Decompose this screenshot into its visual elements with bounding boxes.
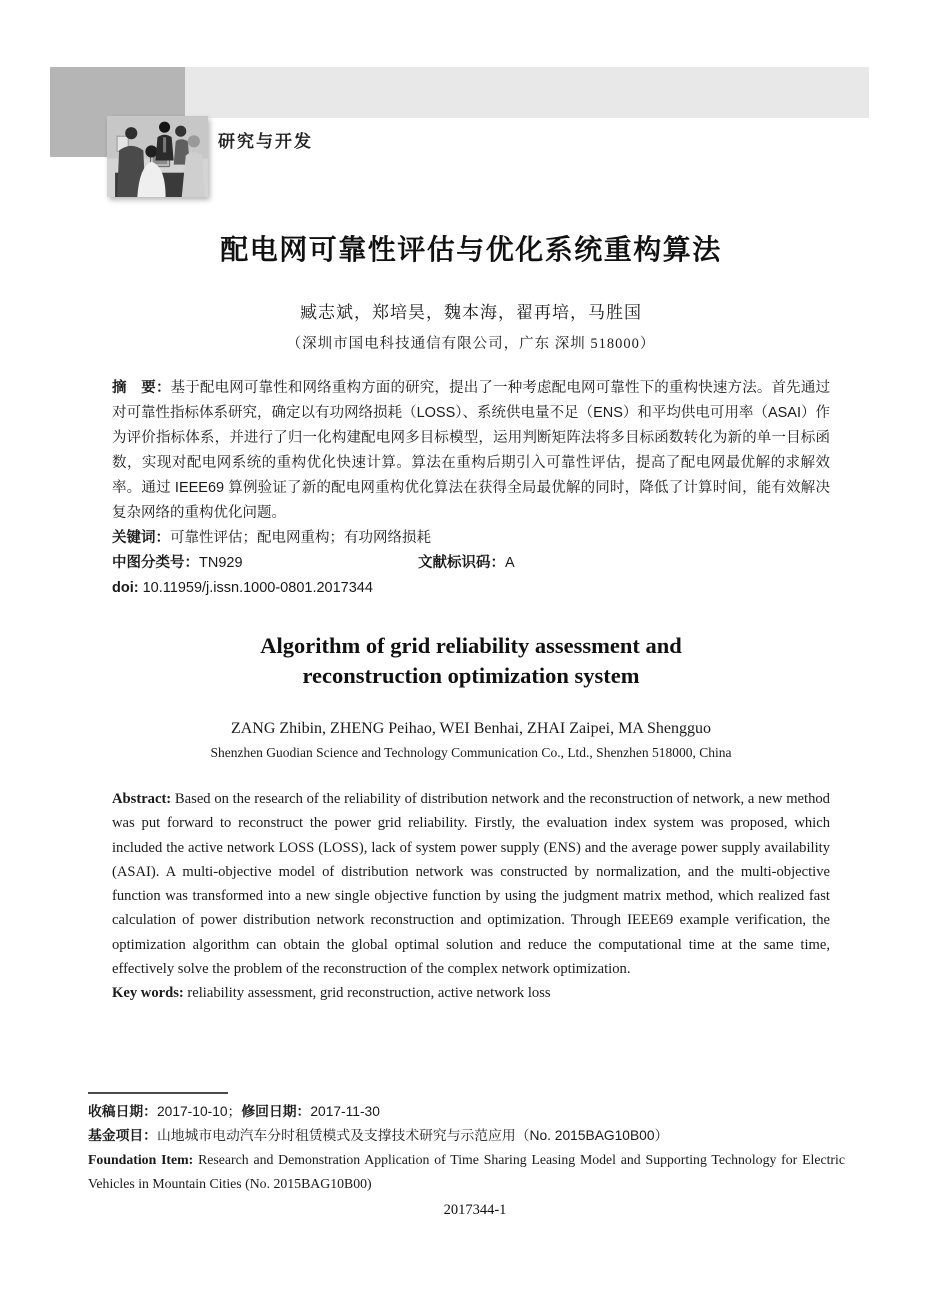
page-title-cn: 配电网可靠性评估与优化系统重构算法	[220, 234, 722, 265]
revised-label: 修回日期：	[241, 1104, 311, 1119]
abstract-text-cn: 基于配电网可靠性和网络重构方面的研究，提出了一种考虑配电网可靠性下的重构快速方法。首先通过对可靠性指标体系研究，确定以有功网络损耗（LOSS）、系统供电量不足（ENS）和平均供电可用率（ASAI）作为评价指标体系，并进行了归一化构建配电网多目标模型，运用判断矩阵法将多目标函数转化为新的单一目标函数，实现对配电网系统的重构优化快速计算。算法在重构后期引入可靠性评估，提高了配电网最优解的求解效率。通过 IEEE69 算例验证了新的配电网重构优化算法在获得全局最优解的同时，降低了计算时间，能有效解决复杂网络的重构优化问题。	[112, 380, 830, 521]
header-photo	[107, 116, 208, 197]
office-people-photo-icon	[107, 116, 208, 197]
clc-label: 中图分类号：	[112, 555, 199, 571]
classification-row	[112, 551, 830, 576]
keywords-label-cn: 关键词：	[112, 530, 170, 546]
revised-date: 2017-11-30	[310, 1104, 380, 1119]
doi-line	[112, 576, 830, 601]
foundation-text-cn: 山地城市电动汽车分时租赁模式及支撑技术研究与示范应用（No. 2015BAG10B00）	[156, 1128, 669, 1143]
page-title-en: Algorithm of grid reliability assessment and reconstruction optimization system	[260, 633, 682, 688]
abstract-text-en: Based on the research of the reliability of distribution network and the reconstruction of network, a new method was put forward to reconstruct the power grid reliability. Firstly, the evaluation index system was proposed, which included the active network LOSS (LOSS), lack of system power supply (ENS) and the average power supply availability (ASAI). A multi-objective model of distribution network was constructed by normalization, and the multi-objective function was transformed into a new single objective function by using the judgment matrix method, which realized fast calculation of power distribution network reconstruction and optimization. Through IEEE69 example verification, the optimization algorithm can obtain the global optimal solution and reduce the computational time at the same time, effectively solve the problem of the reconstruction of the complex network optimization.	[112, 791, 830, 978]
clc-value: TN929	[199, 555, 243, 571]
keywords-text-cn: 可靠性评估；配电网重构；有功网络损耗	[170, 530, 431, 546]
foundation-label-cn: 基金项目：	[88, 1128, 157, 1143]
foundation-label-en: Foundation Item:	[88, 1152, 199, 1167]
abstract-label-cn: 摘 要：	[112, 380, 171, 396]
affiliation-line-en: Shenzhen Guodian Science and Technology Communication Co., Ltd., Shenzhen 518000, China	[210, 745, 732, 760]
footnote-divider	[88, 1092, 228, 1094]
authors-line-en: ZANG Zhibin, ZHENG Peihao, WEI Benhai, ZHAI Zaipei, MA Shengguo	[230, 720, 712, 737]
keywords-line-en	[112, 981, 830, 1005]
clc-group	[112, 551, 418, 576]
foundation-line-en	[88, 1148, 845, 1196]
received-label: 收稿日期：	[88, 1104, 157, 1119]
doc-code-value: A	[505, 555, 515, 571]
keywords-label-en: Key words:	[112, 985, 188, 1002]
column-section-label: 研究与开发	[218, 132, 313, 151]
authors-line-cn: 臧志斌，郑培昊，魏本海，翟再培，马胜国	[300, 303, 642, 322]
foundation-line-cn	[88, 1124, 845, 1148]
abstract-label-en: Abstract:	[112, 791, 175, 807]
abstract-cn	[112, 376, 830, 526]
keywords-text-en: reliability assessment, grid reconstruction, active network loss	[187, 985, 551, 1002]
doi-label: doi:	[112, 580, 139, 596]
doc-code-group	[418, 551, 515, 576]
page-number: 2017344-1	[443, 1202, 507, 1218]
doc-code-label: 文献标识码：	[418, 555, 505, 571]
received-revised-line	[88, 1100, 845, 1124]
footnote-block	[88, 1092, 845, 1196]
header-band-bar	[185, 67, 869, 118]
main-column	[112, 230, 830, 1006]
affiliation-line-cn: （深圳市国电科技通信有限公司，广东 深圳 518000）	[286, 336, 656, 352]
received-date: 2017-10-10；	[156, 1104, 242, 1119]
keywords-line-cn	[112, 526, 830, 551]
foundation-text-en: Research and Demonstration Application of Time Sharing Leasing Model and Supporting Technology for Electric Vehicles in Mountain Cities (No. 2015BAG10B00)	[88, 1152, 845, 1191]
doi-value: 10.11959/j.issn.1000-0801.2017344	[138, 580, 373, 596]
abstract-en	[112, 787, 830, 981]
